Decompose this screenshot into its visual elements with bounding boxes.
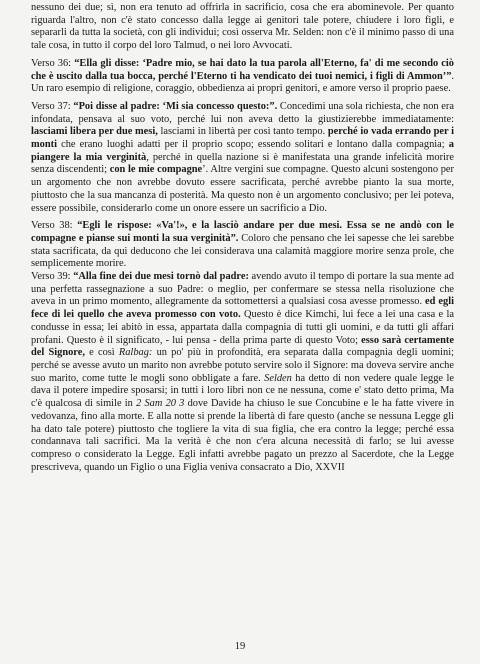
paragraph bbox=[31, 271, 454, 474]
text-run: un po' più in profondità, era separata dalla compagnia degli uomini; perché se avesse avuto un marito non avrebbe potuto servire solo il Signore: ma doveva servire anche suo marito, come tutte le mogli sono obbligate a fare. bbox=[31, 347, 454, 384]
bold-quote: “Egli le rispose: «Va'!», e la lasciò andare per due mesi. Essa se ne andò con le compagne e pianse sui monti la sua verginità”. bbox=[31, 220, 454, 244]
text-run: lasciami in libertà per così tanto tempo. bbox=[157, 126, 328, 138]
bold-quote: esso sarà certamente del Signore, bbox=[31, 334, 454, 359]
text-run: Coloro che pensano che lei sapesse che lei sarebbe stata sacrificata, da qui deducono che lei considerava una calamità maggiore morire senza prole, che semplicemente morire. bbox=[31, 232, 455, 270]
page-number: 19 bbox=[234, 641, 246, 652]
paragraph bbox=[31, 2, 454, 53]
paragraph bbox=[31, 58, 454, 96]
paragraph bbox=[31, 220, 454, 271]
text-run: nessuno dei due; sì, non era tenuto ad offrirla in sacrificio, cosa che era abominevole. Per quanto riguarda l'altro, non c'è stato concesso dalla legge ai genitori tale potere, chiudere i loro figli, e separarli da tutta la società, con gli individui; così osserva Mr. Selden: non c'è il minimo passo di una tale cosa, in tutto il corpo del loro Talmud, o nei loro Avvocati. bbox=[31, 2, 454, 52]
text-run: Questo è dice Kimchi, lui fece a lei una casa e la condusse in essa; lei abitò in essa, appartata dalla compagnia di tutti gli uomini, e da tutti gli affari profani. Questo è il significato, - lui pensa - della prima parte di questo Voto; bbox=[31, 309, 454, 346]
paragraph bbox=[31, 101, 454, 215]
bold-quote: a piangere la mia verginità bbox=[31, 139, 454, 163]
bold-quote: con le mie compagne bbox=[109, 164, 203, 176]
text-run: Verso 37: bbox=[31, 100, 74, 112]
bold-quote: “Ella gli disse: ‘Padre mio, se hai dato la tua parola all'Eterno, fa' di me secondo ciò che è uscito dalla tua bocca, perché l'Eterno ti ha vendicato dei tuoi nemici, i figli di Ammon’” bbox=[31, 57, 455, 82]
bold-quote: lasciami libera per due mesi, bbox=[31, 126, 158, 138]
bold-quote: ed egli fece di lei quello che aveva promesso con voto. bbox=[31, 296, 454, 321]
bold-quote: “Alla fine dei due mesi tornò dal padre: bbox=[73, 271, 249, 283]
text-run: , perché in quella nazione si è manifestata una grande infelicità morire senza discendenti; bbox=[31, 151, 454, 176]
text-run: che erano luoghi adatti per il proprio scopo; essendo solitari e lontano dalla compagnia; bbox=[56, 139, 449, 151]
text-run: Concedimi una sola richiesta, che non era infondata, pensava al suo voto, perché lui non aveva detto la giustizierebbe immediatamente: bbox=[31, 100, 454, 125]
text-run: Verso 39: bbox=[31, 271, 74, 283]
text-run: e così bbox=[84, 347, 119, 359]
text-run: ’. Altre vergini sue compagne. Questo alcuni sostengono per un argomento che non avrebbe dovuto essere sacrificata, perché avrebbe pianto la sua morte, piuttosto che la sua mancanza di posterità. Ma questo non è un argomento conclusivo; per lei poteva, essere possibile, considerarlo come un onore essere un sacrificio a Dio. bbox=[31, 164, 455, 214]
text-run: dove Davide ha chiuso le sue Concubine e le ha fatte vivere in vedovanza, fino alla morte. E alla notte si prende la libertà di fare questo (anche se nessuna Legge gli ha dato tale potere) piuttosto che togliere la vita di sua figlia, che era contro la legge; perché essa condannava tali sacrifici. Ma la verità è che non c'era alcuna necessità di farlo; se lui avesse compreso o considerato la Legge. Egli infatti avrebbe pagato un prezzo al Sacerdote, che la Legge prescriveva, quando un Figlio o una Figlia veniva consacrato a Dio, XXVII bbox=[31, 398, 455, 473]
italic-text: Ralbag: bbox=[118, 347, 153, 359]
text-run: ha detto di non vedere quale legge le dava il potere impedire sposarsi; in tutti i loro libri non ce ne nessuna, come e' stato detto prima, Ma c'è qualcosa di simile in bbox=[31, 372, 454, 410]
bold-quote: perché io vada errando per i monti bbox=[31, 126, 454, 151]
text-run: Verso 38: bbox=[31, 220, 78, 232]
italic-text: Selden bbox=[264, 372, 292, 384]
text-run: Verso 36: bbox=[31, 57, 75, 69]
bold-quote: “Poi disse al padre: ‘Mi sia concesso questo:”. bbox=[73, 100, 278, 112]
italic-text: 2 Sam 20 3 bbox=[136, 398, 185, 410]
text-run: avendo avuto il tempo di portare la sua mente ad una perfetta rassegnazione a suo Padre: o meglio, per confermare se stessa nella risoluzione che aveva in un primo momento, allegramente da sottomettersi a qualsiasi cosa avesse promesso. bbox=[31, 271, 454, 308]
text-run: . Un raro esempio di religione, coraggio, obbedienza ai propri genitori, e amore verso il proprio paese. bbox=[31, 70, 454, 95]
document-body bbox=[31, 2, 454, 474]
